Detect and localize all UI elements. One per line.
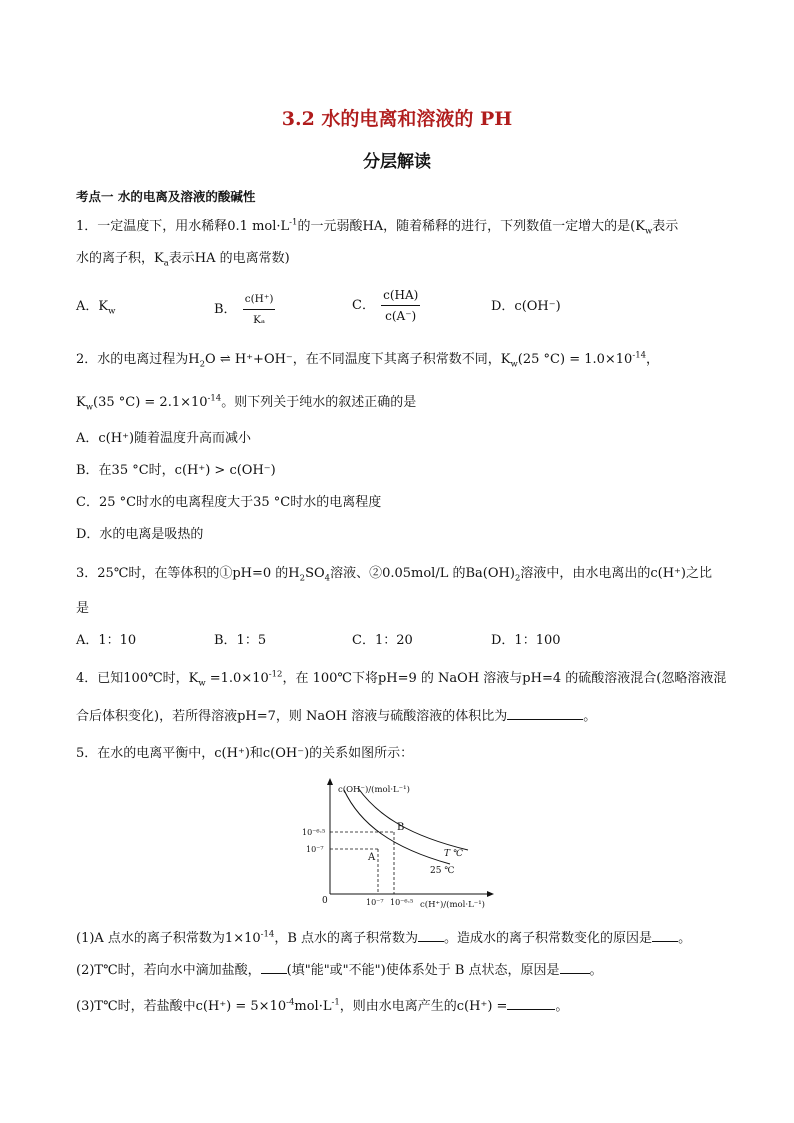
q3-option-c[interactable]: C．1：20 [352, 633, 413, 648]
q1-option-a-sub: w [108, 306, 116, 317]
q2-text-g: 。则下列关于纯水的叙述正确的是 [221, 395, 417, 410]
q5-p1-blank-2[interactable] [652, 929, 678, 942]
x-axis-arrow [487, 891, 494, 897]
q5-p2-text-b: (填"能"或"不能")使体系处于 B 点状态，原因是 [286, 963, 560, 978]
q5-p3-text-c: ，则由水电离产生的c(H⁺) = [339, 999, 508, 1014]
q2-option-c[interactable]: C．25 °C时水的电离程度大于35 °C时水的电离程度 [76, 495, 382, 510]
q1-option-c-label: C． [352, 298, 375, 313]
q5-p2-blank-2[interactable] [560, 961, 590, 974]
q5-p1-text-b: ，B 点水的离子积常数为 [274, 931, 419, 946]
q3-option-b[interactable]: B．1：5 [214, 633, 267, 648]
x-tick-low: 10⁻⁷ [366, 898, 384, 907]
q1-text-c: 表示 [652, 219, 679, 234]
q4-stem-line1 [76, 670, 726, 688]
q1-option-c[interactable] [352, 286, 422, 325]
q2-sup2: -14 [207, 393, 222, 404]
y-tick-high: 10⁻⁶·⁵ [302, 828, 326, 837]
q1-option-b-num: c(H⁺) [243, 290, 276, 310]
q2-stem-line1 [76, 351, 659, 369]
q5-part3 [76, 997, 568, 1016]
q2-option-b[interactable]: B．在35 °C时，c(H⁺) > c(OH⁻) [76, 463, 276, 478]
y-tick-low: 10⁻⁷ [306, 845, 324, 854]
curve-t-label: T ℃ [444, 849, 463, 859]
curve-25c-label: 25 ℃ [430, 866, 455, 876]
q3-stem-line1 [76, 565, 712, 583]
section-heading: 考点一 水的电离及溶液的酸碱性 [76, 189, 256, 204]
page-subtitle: 分层解读 [363, 152, 431, 172]
curve-t [358, 788, 468, 850]
q5-p1-blank-1[interactable] [418, 929, 444, 942]
q3-stem-line2: 是 [76, 601, 90, 616]
q2-option-a[interactable]: A．c(H⁺)随着温度升高而减小 [76, 431, 252, 446]
q4-stem-line2 [76, 707, 596, 726]
ion-product-graph [300, 776, 500, 911]
q1-sup: -1 [289, 217, 298, 228]
q2-stem-line2 [76, 394, 416, 412]
q2-text-b: O ⇌ H⁺+OH⁻，在不同温度下其离子积常数不同，K [205, 352, 511, 367]
q2-sup: -14 [632, 350, 647, 361]
q3-sub3: 2 [514, 573, 521, 584]
q4-text-d: 合后体积变化)，若所得溶液pH=7，则 NaOH 溶液与硫酸溶液的体积比为 [76, 709, 508, 724]
q5-p3-text-a: (3)T℃时，若盐酸中c(H⁺) = 5×10 [76, 999, 287, 1014]
q5-part1 [76, 929, 691, 948]
q3-text-d: 溶液中，由水电离出的c(H⁺)之比 [520, 566, 712, 581]
q4-sub: w [198, 678, 206, 689]
q1-text-b: 的一元弱酸HA，随着稀释的进行，下列数值一定增大的是(K [297, 219, 645, 234]
q1-sub: w [644, 226, 653, 237]
q1-sub2: a [163, 258, 169, 269]
q1-stem-line1 [76, 218, 678, 236]
q1-option-d[interactable]: D．c(OH⁻) [491, 299, 561, 314]
q3-text-c: 溶液、②0.05mol/L 的Ba(OH) [330, 566, 515, 581]
y-axis-label: c(OH⁻)/(mol·L⁻¹) [338, 785, 410, 795]
point-b-label: B [397, 822, 405, 833]
q2-text-f: (35 °C) = 2.1×10 [93, 395, 208, 410]
q1-text-d: 水的离子积，K [76, 251, 164, 266]
q4-text-c: ，在 100℃下将pH=9 的 NaOH 溶液与pH=4 的硫酸溶液混合(忽略溶液混 [282, 671, 727, 686]
q5-p1-text-c: 。造成水的离子积常数变化的原因是 [444, 931, 653, 946]
q1-text-e: 表示HA 的电离常数) [168, 251, 290, 266]
q1-option-b[interactable] [214, 290, 277, 329]
x-axis-label: c(H⁺)/(mol·L⁻¹) [420, 900, 485, 910]
q5-part2 [76, 961, 603, 980]
q1-option-b-fraction [243, 290, 276, 329]
q3-sub: 2 [299, 573, 306, 584]
q1-option-a-text: A．K [76, 299, 109, 314]
q2-sub2: w [510, 359, 518, 370]
point-a-label: A [368, 852, 376, 863]
q5-p2-blank-1[interactable] [261, 961, 287, 974]
q4-answer-blank[interactable] [507, 707, 583, 720]
q5-p1-sup: -14 [260, 929, 275, 940]
x-tick-high: 10⁻⁶·⁵ [390, 898, 414, 907]
page-title: 3.2 水的电离和溶液的 PH [281, 108, 513, 130]
q1-option-b-den: Kₐ [253, 314, 266, 326]
q5-p3-blank[interactable] [507, 997, 555, 1010]
q2-text-d: ， [646, 352, 660, 367]
q1-option-a[interactable] [76, 298, 115, 316]
q2-text-c: (25 °C) = 1.0×10 [517, 352, 633, 367]
q1-option-c-num: c(HA) [381, 286, 420, 306]
y-axis-arrow [327, 778, 333, 785]
q5-p3-sup: -4 [286, 997, 295, 1008]
q2-option-d[interactable]: D．水的电离是吸热的 [76, 527, 204, 542]
q1-option-c-fraction [381, 286, 420, 325]
q2-sub3: w [85, 402, 93, 413]
q3-text-b: SO [305, 566, 325, 581]
q2-sub: 2 [199, 359, 206, 370]
q4-sup: -12 [268, 669, 283, 680]
q1-stem-line2 [76, 250, 290, 268]
q1-option-c-den: c(A⁻) [385, 309, 417, 323]
q3-text-a: 3．25℃时，在等体积的①pH=0 的H [76, 566, 300, 581]
q1-option-b-label: B． [214, 302, 237, 317]
q3-option-a[interactable]: A．1：10 [76, 633, 137, 648]
q2-text-e: K [76, 395, 86, 410]
q4-text-e: 。 [583, 709, 597, 724]
q5-p1-text-d: 。 [678, 931, 692, 946]
q3-option-d[interactable]: D．1：100 [491, 633, 561, 648]
q4-text-a: 4．已知100℃时，K [76, 671, 199, 686]
q5-p3-text-d: 。 [555, 999, 569, 1014]
q5-p1-text-a: (1)A 点水的离子积常数为1×10 [76, 931, 261, 946]
q1-text-a: 1．一定温度下，用水稀释0.1 mol·L [76, 219, 290, 234]
q3-sub2: 4 [324, 573, 331, 584]
q5-stem: 5．在水的电离平衡中，c(H⁺)和c(OH⁻)的关系如图所示： [76, 746, 414, 761]
q2-text-a: 2．水的电离过程为H [76, 352, 200, 367]
q5-p2-text-c: 。 [589, 963, 603, 978]
q5-p3-sup2: -1 [331, 997, 340, 1008]
q4-text-b: =1.0×10 [205, 671, 269, 686]
q5-p2-text-a: (2)T℃时，若向水中滴加盐酸， [76, 963, 261, 978]
origin-label: 0 [322, 896, 328, 906]
q5-p3-text-b: mol·L [294, 999, 332, 1014]
